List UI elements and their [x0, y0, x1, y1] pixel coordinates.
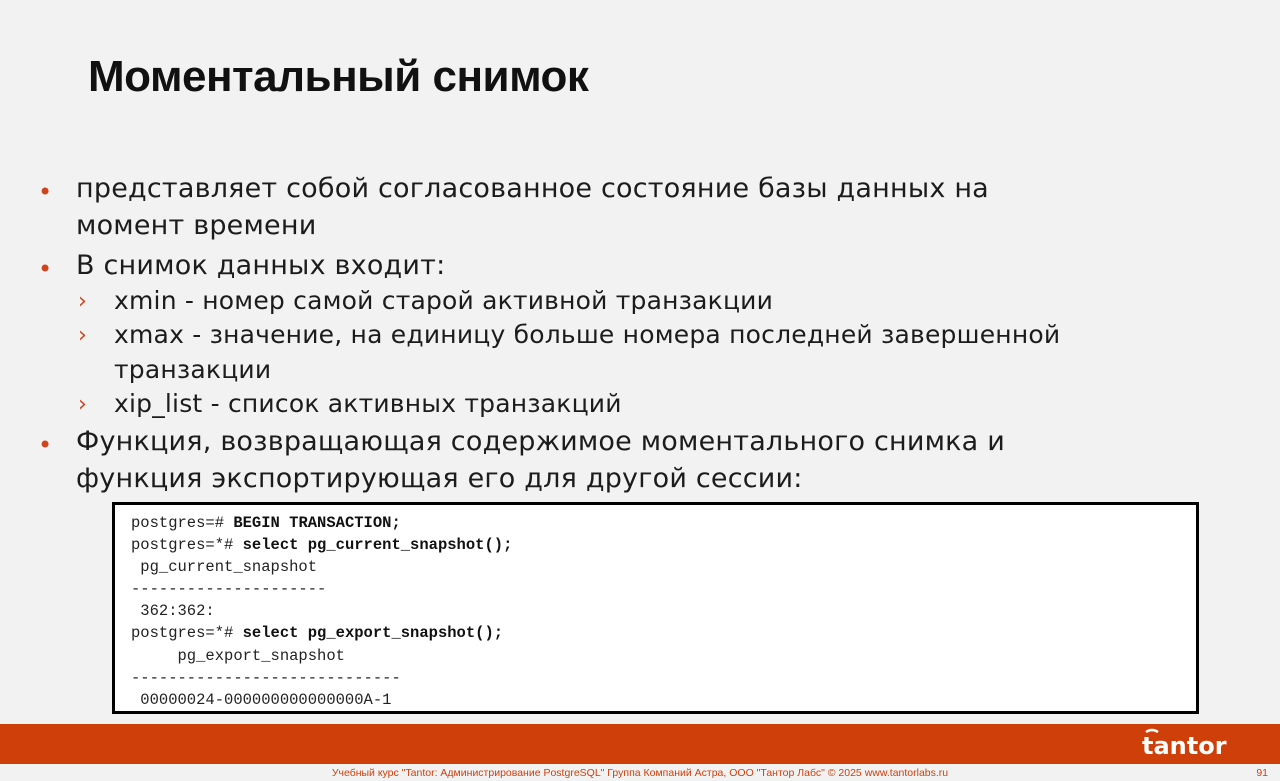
slide-title: Моментальный снимок: [88, 52, 589, 101]
code-output: ---------------------: [131, 580, 327, 598]
sub-bullet-marker: ›: [78, 289, 87, 314]
code-line: [131, 602, 215, 620]
logo-text: tantor: [1142, 732, 1227, 760]
code-command: BEGIN TRANSACTION;: [233, 514, 401, 532]
code-output: pg_export_snapshot: [131, 647, 345, 665]
code-output: -----------------------------: [131, 669, 401, 687]
bullet-marker: •: [38, 255, 53, 283]
bullet-1-line-1: представляет собой согласованное состояние базы данных на: [76, 173, 989, 204]
sub-bullet-1-line-1: xmin - номер самой старой активной транзакции: [114, 286, 774, 315]
code-line: [131, 580, 326, 598]
bullet-3-line-1: Функция, возвращающая содержимое моментального снимка и: [76, 426, 1005, 457]
sub-bullet-2-line-2: транзакции: [114, 355, 272, 384]
code-prompt: postgres=*#: [131, 624, 243, 642]
sub-bullet-marker: ›: [78, 392, 87, 417]
footer-bar: [0, 724, 1280, 764]
sub-bullet-2-line-1: xmax - значение, на единицу больше номера последней завершенной: [114, 320, 1061, 349]
code-output: 362:362:: [131, 602, 215, 620]
code-line: [131, 624, 503, 642]
bullet-1-line-2: момент времени: [76, 210, 317, 241]
sub-bullet-3-line-1: xip_list - список активных транзакций: [114, 389, 622, 418]
code-output: pg_current_snapshot: [131, 558, 318, 576]
code-line: [131, 558, 317, 576]
tantor-logo: [1140, 728, 1232, 762]
code-line: [131, 669, 401, 687]
code-prompt: postgres=*#: [131, 536, 243, 554]
bullet-marker: •: [38, 431, 53, 459]
code-line: [131, 514, 401, 532]
code-prompt: postgres=#: [131, 514, 234, 532]
code-line: [131, 536, 512, 554]
bullet-marker: •: [38, 178, 53, 206]
code-command: select pg_current_snapshot();: [242, 536, 513, 554]
bullet-3-line-2: функция экспортирующая его для другой сессии:: [76, 463, 803, 494]
page-number: 91: [1256, 767, 1268, 779]
code-block: [112, 502, 1199, 714]
code-output: 00000024-000000000000000A-1: [131, 691, 392, 709]
code-line: [131, 691, 391, 709]
bullet-2-line-1: В снимок данных входит:: [76, 250, 446, 281]
code-command: select pg_export_snapshot();: [242, 624, 504, 642]
footer-copyright: Учебный курс "Tantor: Администрирование PostgreSQL" Группа Компаний Астра, ООО "Тантор Лабс" © 2025 www.tantorlabs.ru: [331, 767, 949, 779]
sub-bullet-marker: ›: [78, 323, 87, 348]
code-line: [131, 647, 345, 665]
